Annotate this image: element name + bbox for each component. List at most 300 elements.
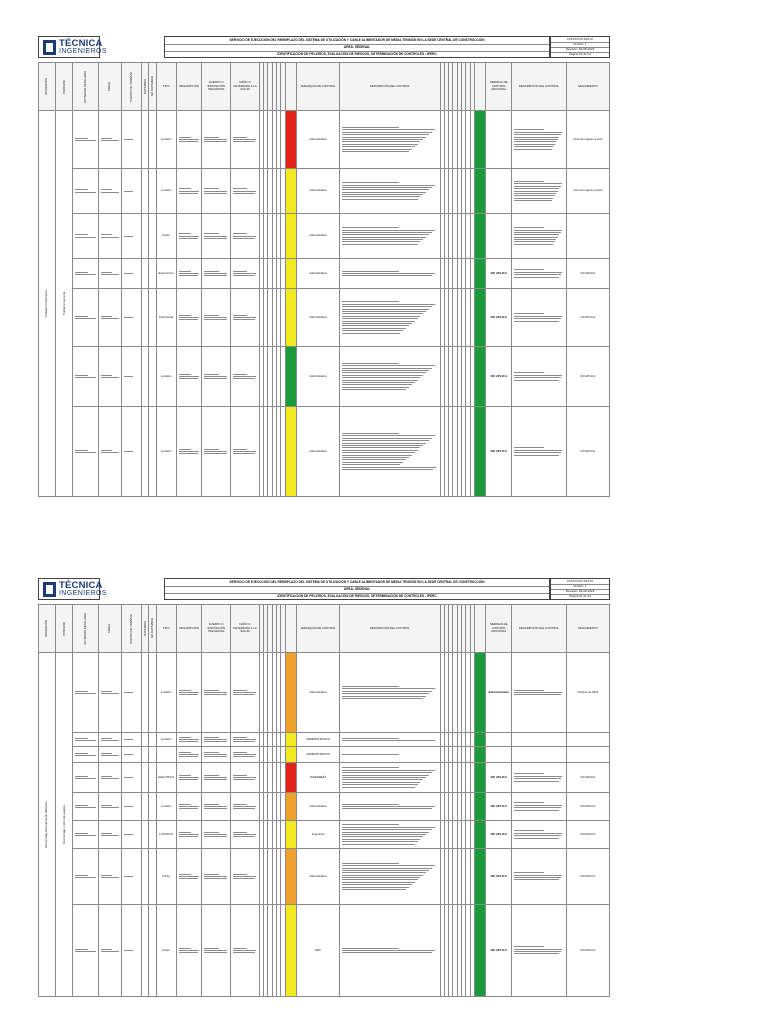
unreadable-text xyxy=(99,446,121,456)
additional-control-cell: NO APLICA xyxy=(486,793,512,821)
unreadable-text xyxy=(122,751,141,759)
routine-cell xyxy=(142,904,149,996)
document-code: XXXXXXXX-SST-IP xyxy=(566,579,594,583)
unreadable-text xyxy=(512,686,566,699)
unreadable-text xyxy=(99,268,121,278)
unreadable-text xyxy=(340,944,439,957)
health-damage-cell xyxy=(231,747,260,763)
unreadable-text xyxy=(512,827,566,842)
document-page-1 xyxy=(38,36,610,494)
unreadable-text xyxy=(231,771,259,784)
task-cell xyxy=(99,821,122,849)
risk-level-cell xyxy=(285,763,296,793)
task-cell xyxy=(99,407,122,497)
hazard-description-cell xyxy=(176,289,202,347)
column-header-tarea: TAREA xyxy=(99,63,122,111)
table-row xyxy=(39,653,610,733)
risk-level-cell xyxy=(285,821,296,849)
task-cell xyxy=(99,747,122,763)
activity-cell xyxy=(73,763,99,793)
unreadable-text xyxy=(122,736,141,744)
task-cell xyxy=(99,289,122,347)
follow-up-cell: Inicio de ingreso a obra xyxy=(566,169,609,214)
unreadable-text xyxy=(99,134,121,144)
control-hierarchy-cell: Ingeniería xyxy=(297,821,340,849)
control-description-cell xyxy=(340,747,440,763)
hazard-type-cell: Locativo xyxy=(156,111,176,169)
unreadable-text xyxy=(122,873,141,881)
hazardous-event-cell xyxy=(202,111,231,169)
follow-up-cell: NO APLICA xyxy=(566,763,609,793)
column-header-medidas-adicionales: MEDIDAS DE CONTROL ADICIONAL xyxy=(486,63,512,111)
document-header xyxy=(38,36,610,60)
unreadable-text xyxy=(73,734,98,744)
unreadable-text xyxy=(202,133,230,146)
column-header-proceso: PROCESO xyxy=(56,63,73,111)
hazard-description-cell xyxy=(176,214,202,259)
unreadable-text xyxy=(202,733,230,746)
document-control-box xyxy=(550,36,610,58)
hazardous-event-cell xyxy=(202,821,231,849)
unreadable-text xyxy=(177,733,202,746)
unreadable-text xyxy=(340,124,439,156)
unreadable-text xyxy=(177,185,202,198)
hazardous-event-cell xyxy=(202,407,231,497)
unreadable-text xyxy=(177,944,202,957)
document-page-2 xyxy=(38,578,610,1024)
column-header-seguimiento: SEGUIMIENTO xyxy=(566,605,609,653)
hazardous-event-cell xyxy=(202,848,231,904)
unreadable-text xyxy=(512,224,566,249)
routine-cell xyxy=(142,793,149,821)
risk-level-cell xyxy=(285,407,296,497)
hazard-description-cell xyxy=(176,733,202,747)
unreadable-text xyxy=(340,764,439,791)
additional-control-cell: Administrativo xyxy=(486,653,512,733)
unreadable-text xyxy=(122,270,141,278)
column-header-dano: DAÑO O DETERIORO A LA SALUD xyxy=(231,63,260,111)
routine-cell xyxy=(142,169,149,214)
unreadable-text xyxy=(202,748,230,761)
unreadable-text xyxy=(99,829,121,839)
health-damage-cell xyxy=(231,653,260,733)
control-description-cell xyxy=(340,347,440,407)
unreadable-text xyxy=(202,230,230,243)
residual-risk-level-cell xyxy=(474,793,485,821)
task-cell xyxy=(99,347,122,407)
unreadable-text xyxy=(512,770,566,785)
control-description-cell xyxy=(340,821,440,849)
document-area: ÁREA: SEDENAL xyxy=(343,587,371,591)
unreadable-text xyxy=(177,686,202,699)
title-block xyxy=(164,578,550,600)
routine-cell xyxy=(142,289,149,347)
risk-level-cell xyxy=(285,848,296,904)
additional-control-description-cell xyxy=(512,653,567,733)
control-hierarchy-cell: Administrativo xyxy=(297,289,340,347)
control-hierarchy-cell: ADMINISTRATIVO xyxy=(297,733,340,747)
residual-risk-level-cell xyxy=(474,169,485,214)
document-subtitle: IDENTIFICACIÓN DE PELIGROS, EVALUACIÓN DE RIESGOS, DETERMINACIÓN DE CONTROLES - IPERC xyxy=(277,594,437,598)
document-header xyxy=(38,578,610,602)
control-hierarchy-cell: EPP xyxy=(297,904,340,996)
job-position-cell xyxy=(122,763,142,793)
residual-risk-level-cell xyxy=(474,347,485,407)
job-position-cell xyxy=(122,111,142,169)
additional-control-description-cell xyxy=(512,289,567,347)
additional-control-cell: NO APLICA xyxy=(486,821,512,849)
job-position-cell xyxy=(122,821,142,849)
unreadable-text xyxy=(340,821,439,848)
non-routine-cell xyxy=(149,904,156,996)
activity-cell xyxy=(73,653,99,733)
column-header-evento_peligroso: EVENTO O EXPOSICIÓN PELIGROSA xyxy=(202,605,231,653)
unreadable-text xyxy=(231,445,259,458)
unreadable-text xyxy=(512,869,566,884)
unreadable-text xyxy=(512,943,566,958)
unreadable-text xyxy=(177,800,202,813)
column-header-actividad: ACTIVIDAD DETALLADA xyxy=(73,63,99,111)
non-routine-cell xyxy=(149,848,156,904)
health-damage-cell xyxy=(231,111,260,169)
hazardous-event-cell xyxy=(202,653,231,733)
unreadable-text xyxy=(73,829,98,839)
residual-risk-level-cell xyxy=(474,653,485,733)
unreadable-text xyxy=(340,683,439,703)
unreadable-text xyxy=(202,828,230,841)
additional-control-cell: NO APLICA xyxy=(486,259,512,289)
job-position-cell xyxy=(122,407,142,497)
column-header-descripcion: DESCRIPCIÓN xyxy=(176,605,202,653)
company-logo xyxy=(38,578,107,600)
unreadable-text xyxy=(231,870,259,883)
activity-cell xyxy=(73,407,99,497)
column-header-nivel-residual xyxy=(474,63,485,111)
unreadable-text xyxy=(177,370,202,383)
risk-level-cell xyxy=(285,289,296,347)
health-damage-cell xyxy=(231,733,260,747)
hazardous-event-cell xyxy=(202,904,231,996)
unreadable-text xyxy=(512,126,566,153)
risk-level-cell xyxy=(285,259,296,289)
unreadable-text xyxy=(122,187,141,195)
health-damage-cell xyxy=(231,848,260,904)
hazard-type-cell xyxy=(156,747,176,763)
routine-cell xyxy=(142,763,149,793)
activity-cell xyxy=(73,347,99,407)
job-position-cell xyxy=(122,347,142,407)
follow-up-cell: NO APLICA xyxy=(566,407,609,497)
logo-text: TÉCNICA xyxy=(59,38,103,49)
hazard-description-cell xyxy=(176,407,202,497)
document-version: Versión: 1 xyxy=(573,584,587,588)
unreadable-text xyxy=(231,311,259,324)
unreadable-text xyxy=(122,373,141,381)
additional-control-description-cell xyxy=(512,821,567,849)
hazard-description-cell xyxy=(176,653,202,733)
hazardous-event-cell xyxy=(202,169,231,214)
table-row xyxy=(39,111,610,169)
routine-cell xyxy=(142,821,149,849)
unreadable-text xyxy=(122,774,141,782)
hazard-type-cell: Locativo xyxy=(156,793,176,821)
unreadable-text xyxy=(99,371,121,381)
column-header-proceso: PROCESO xyxy=(56,605,73,653)
activity-cell xyxy=(73,747,99,763)
additional-control-description-cell xyxy=(512,793,567,821)
non-routine-cell xyxy=(149,289,156,347)
unreadable-text xyxy=(202,311,230,324)
residual-risk-level-cell xyxy=(474,904,485,996)
unreadable-text xyxy=(340,224,439,249)
additional-control-description-cell xyxy=(512,763,567,793)
residual-risk-level-cell xyxy=(474,289,485,347)
document-title: SERVICIO DE EJECUCIÓN DEL REEMPLAZO DEL SISTEMA DE UTILIZACIÓN Y CABLE ALIMENTADOR DE MEDIA TENSIÓN EN LA SEDE CENTRAL DE CONSTRUCCIÓN xyxy=(229,38,485,42)
hazardous-event-cell xyxy=(202,763,231,793)
non-routine-cell xyxy=(149,747,156,763)
risk-level-cell xyxy=(285,111,296,169)
follow-up-cell xyxy=(566,214,609,259)
unreadable-text xyxy=(202,267,230,280)
column-header-operacion: OPERACIÓN xyxy=(39,63,56,111)
unreadable-text xyxy=(177,828,202,841)
unreadable-text xyxy=(99,186,121,196)
unreadable-text xyxy=(231,370,259,383)
column-header-rutinaria: RUTINARIA xyxy=(142,63,149,111)
unreadable-text xyxy=(340,179,439,204)
hazard-type-cell: Locativo xyxy=(156,347,176,407)
hazard-description-cell xyxy=(176,111,202,169)
non-routine-cell xyxy=(149,821,156,849)
unreadable-text xyxy=(340,800,439,813)
additional-control-cell xyxy=(486,747,512,763)
unreadable-text xyxy=(99,734,121,744)
unreadable-text xyxy=(340,359,439,393)
table-row xyxy=(39,904,610,996)
additional-control-description-cell xyxy=(512,848,567,904)
additional-control-cell: NO APLICA xyxy=(486,848,512,904)
unreadable-text xyxy=(99,749,121,759)
health-damage-cell xyxy=(231,821,260,849)
hazard-description-cell xyxy=(176,848,202,904)
non-routine-cell xyxy=(149,653,156,733)
health-damage-cell xyxy=(231,763,260,793)
additional-control-cell xyxy=(486,169,512,214)
job-position-cell xyxy=(122,259,142,289)
hazard-type-cell: Físico xyxy=(156,904,176,996)
unreadable-text xyxy=(122,947,141,955)
job-position-cell xyxy=(122,747,142,763)
unreadable-text xyxy=(177,445,202,458)
activity-cell xyxy=(73,904,99,996)
unreadable-text xyxy=(231,733,259,746)
unreadable-text xyxy=(99,945,121,955)
hazard-type-cell: LOCATIVO xyxy=(156,821,176,849)
document-subtitle: IDENTIFICACIÓN DE PELIGROS, EVALUACIÓN DE RIESGOS, DETERMINACIÓN DE CONTROLES - IPERC xyxy=(277,52,437,56)
table-row xyxy=(39,793,610,821)
control-hierarchy-cell: Administrativo xyxy=(297,653,340,733)
unreadable-text xyxy=(73,312,98,322)
unreadable-text xyxy=(177,230,202,243)
control-hierarchy-cell: Administrativo xyxy=(297,848,340,904)
control-description-cell xyxy=(340,111,440,169)
control-hierarchy-cell: Administrativo xyxy=(297,793,340,821)
residual-risk-level-cell xyxy=(474,821,485,849)
control-description-cell xyxy=(340,289,440,347)
column-header-no_rutinaria: NO RUTINARIA xyxy=(149,63,156,111)
hazard-description-cell xyxy=(176,763,202,793)
control-hierarchy-cell: Administrativo xyxy=(297,407,340,497)
additional-control-cell: NO APLICA xyxy=(486,407,512,497)
unreadable-text xyxy=(122,803,141,811)
hazardous-event-cell xyxy=(202,747,231,763)
activity-cell xyxy=(73,848,99,904)
control-description-cell xyxy=(340,763,440,793)
unreadable-text xyxy=(73,231,98,241)
risk-level-cell xyxy=(285,747,296,763)
residual-risk-level-cell xyxy=(474,733,485,747)
document-date: Revisión: 09-08-2023 xyxy=(565,47,595,51)
additional-control-description-cell xyxy=(512,214,567,259)
additional-control-description-cell xyxy=(512,111,567,169)
unreadable-text xyxy=(231,267,259,280)
control-description-cell xyxy=(340,848,440,904)
logo-mark-icon xyxy=(43,40,56,55)
unreadable-text xyxy=(122,232,141,240)
column-header-actividad: ACTIVIDAD DETALLADA xyxy=(73,605,99,653)
non-routine-cell xyxy=(149,169,156,214)
hazardous-event-cell xyxy=(202,733,231,747)
health-damage-cell xyxy=(231,169,260,214)
control-description-cell xyxy=(340,733,440,747)
follow-up-cell: NO APLICA xyxy=(566,793,609,821)
control-hierarchy-cell: Administrativo xyxy=(297,214,340,259)
health-damage-cell xyxy=(231,904,260,996)
task-cell xyxy=(99,848,122,904)
control-description-cell xyxy=(340,904,440,996)
additional-control-cell: NO APLICA xyxy=(486,763,512,793)
control-hierarchy-cell: ADMINISTRATIVO xyxy=(297,747,340,763)
hazard-type-cell: Ergonómico xyxy=(156,259,176,289)
hazard-description-cell xyxy=(176,259,202,289)
column-header-evento_peligroso: EVENTO O EXPOSICIÓN PELIGROSA xyxy=(202,63,231,111)
job-position-cell xyxy=(122,653,142,733)
table-row xyxy=(39,347,610,407)
document-control-box xyxy=(550,578,610,600)
iperc-matrix xyxy=(38,62,610,497)
unreadable-text xyxy=(231,800,259,813)
unreadable-text xyxy=(202,445,230,458)
table-row xyxy=(39,407,610,497)
hazard-description-cell xyxy=(176,821,202,849)
task-cell xyxy=(99,763,122,793)
risk-level-cell xyxy=(285,169,296,214)
control-hierarchy-cell: Administrativo xyxy=(297,169,340,214)
unreadable-text xyxy=(177,771,202,784)
task-cell xyxy=(99,793,122,821)
control-hierarchy-cell: Administrativo xyxy=(297,347,340,407)
title-block xyxy=(164,36,550,58)
follow-up-cell: Inicio de ingreso a obra xyxy=(566,111,609,169)
unreadable-text xyxy=(177,311,202,324)
follow-up-cell: NO APLICA xyxy=(566,821,609,849)
residual-risk-level-cell xyxy=(474,259,485,289)
column-header-descripcion: DESCRIPCIÓN xyxy=(176,63,202,111)
table-row xyxy=(39,214,610,259)
unreadable-text xyxy=(202,944,230,957)
health-damage-cell xyxy=(231,289,260,347)
additional-control-cell: NO APLICA xyxy=(486,347,512,407)
hazard-type-cell: Físico xyxy=(156,848,176,904)
task-cell xyxy=(99,214,122,259)
column-header-jerarquia: JERARQUÍA DE CONTROL xyxy=(297,63,340,111)
additional-control-description-cell xyxy=(512,904,567,996)
routine-cell xyxy=(142,848,149,904)
hazardous-event-cell xyxy=(202,347,231,407)
document-title: SERVICIO DE EJECUCIÓN DEL REEMPLAZO DEL SISTEMA DE UTILIZACIÓN Y CABLE ALIMENTADOR DE MEDIA TENSIÓN EN LA SEDE CENTRAL DE CONSTRUCCIÓN xyxy=(229,580,485,584)
unreadable-text xyxy=(512,310,566,325)
activity-cell xyxy=(73,793,99,821)
job-position-cell xyxy=(122,289,142,347)
activity-cell xyxy=(73,169,99,214)
routine-cell xyxy=(142,733,149,747)
column-header-descripcion-control: DESCRIPCIÓN DEL CONTROL xyxy=(340,605,440,653)
control-description-cell xyxy=(340,407,440,497)
control-description-cell xyxy=(340,259,440,289)
unreadable-text xyxy=(99,312,121,322)
unreadable-text xyxy=(231,686,259,699)
control-description-cell xyxy=(340,169,440,214)
unreadable-text xyxy=(512,738,566,742)
hazard-type-cell: Locativo xyxy=(156,653,176,733)
additional-control-description-cell xyxy=(512,733,567,747)
activity-cell xyxy=(73,821,99,849)
hazard-type-cell: ELÉCTRICO xyxy=(156,763,176,793)
column-header-dano: DAÑO O DETERIORO A LA SALUD xyxy=(231,605,260,653)
follow-up-cell: NO APLICA xyxy=(566,347,609,407)
job-position-cell xyxy=(122,793,142,821)
control-hierarchy-cell: INGENIERÍA xyxy=(297,763,340,793)
table-row xyxy=(39,747,610,763)
routine-cell xyxy=(142,259,149,289)
routine-cell xyxy=(142,214,149,259)
table-row xyxy=(39,733,610,747)
job-position-cell xyxy=(122,904,142,996)
follow-up-cell: Octubre de 2023 xyxy=(566,653,609,733)
additional-control-cell xyxy=(486,111,512,169)
unreadable-text xyxy=(99,871,121,881)
additional-control-description-cell xyxy=(512,169,567,214)
task-cell xyxy=(99,111,122,169)
non-routine-cell xyxy=(149,347,156,407)
additional-control-cell: NO APLICA xyxy=(486,289,512,347)
document-area: ÁREA: SEDENAL xyxy=(343,45,371,49)
non-routine-cell xyxy=(149,214,156,259)
iperc-matrix xyxy=(38,604,610,997)
logo-subtext: INGENIEROS xyxy=(59,590,107,597)
activity-cell xyxy=(73,214,99,259)
non-routine-cell xyxy=(149,111,156,169)
follow-up-cell: NO APLICA xyxy=(566,904,609,996)
unreadable-text xyxy=(99,801,121,811)
unreadable-text xyxy=(202,370,230,383)
document-version: Versión: 1 xyxy=(573,42,587,46)
unreadable-text xyxy=(73,446,98,456)
unreadable-text xyxy=(73,134,98,144)
unreadable-text xyxy=(231,230,259,243)
document-code: XXXXXXXX-SST-IP xyxy=(566,37,594,41)
task-cell xyxy=(99,653,122,733)
